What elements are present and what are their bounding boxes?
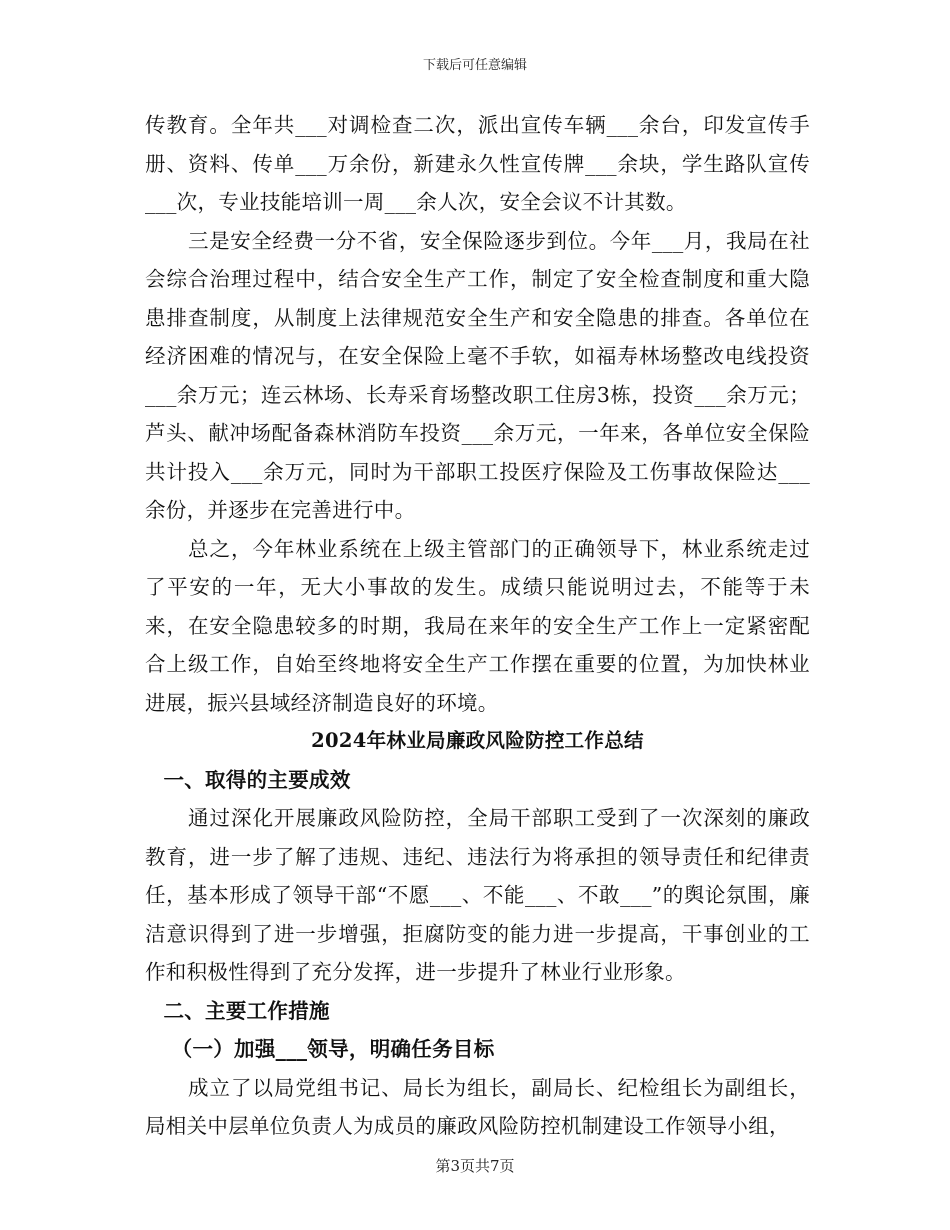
page-footer: 第3页共7页	[435, 1157, 515, 1175]
document-title: 2024年林业局廉政风险防控工作总结	[311, 729, 644, 752]
section-heading-achievements: 一、取得的主要成效	[163, 767, 351, 792]
paragraph-continuation: 传教育。全年共___对调检查二次，派出宣传车辆___余台，印发宣传手册、资料、传单___万余份，新建永久性宣传牌___余块，学生路队宣传___次，专业技能培训一周___余人次，安全会议不计其数。	[145, 113, 810, 214]
page-header: 下载后可任意编辑	[422, 58, 527, 73]
subsection-heading-leadership: （一）加强___领导，明确任务目标	[171, 1037, 495, 1061]
paragraph-achievements: 通过深化开展廉政风险防控，全局干部职工受到了一次深刻的廉政教育，进一步了解了违规、违纪、违法行为将承担的领导责任和纪律责任，基本形成了领导干部“不愿___、不能___、不敢___”的舆论氛围，廉洁意识得到了进一步增强，拒腐防变的能力进一步提高，干事创业的工作和积极性得到了充分发挥，进一步提升了林业行业形象。	[145, 806, 810, 984]
paragraph-leadership: 成立了以局党组书记、局长为组长，副局长、纪检组长为副组长，局相关中层单位负责人为成员的廉政风险防控机制建设工作领导小组，	[145, 1075, 810, 1138]
paragraph-summary: 总之，今年林业系统在上级主管部门的正确领导下，林业系统走过了平安的一年，无大小事故的发生。成绩只能说明过去，不能等于未来，在安全隐患较多的时期，我局在来年的安全生产工作上一定紧密配合上级工作，自始至终地将安全生产工作摆在重要的位置，为加快林业进展，振兴县域经济制造良好的环境。	[145, 536, 810, 715]
paragraph-safety-funding: 三是安全经费一分不省，安全保险逐步到位。今年___月，我局在社会综合治理过程中，结合安全生产工作，制定了安全检查制度和重大隐患排查制度，从制度上法律规范安全生产和安全隐患的排查。各单位在经济困难的情况与，在安全保险上毫不手软，如福寿林场整改电线投资___余万元；连云林场、长寿采育场整改职工住房3栋，投资___余万元；芦头、献冲场配备森林消防车投资___余万元，一年来，各单位安全保险共计投入___余万元，同时为干部职工投医疗保险及工伤事故保险达___余份，并逐步在完善进行中。	[145, 228, 810, 522]
document-body	[145, 106, 810, 1146]
section-heading-measures: 二、主要工作措施	[163, 998, 330, 1023]
